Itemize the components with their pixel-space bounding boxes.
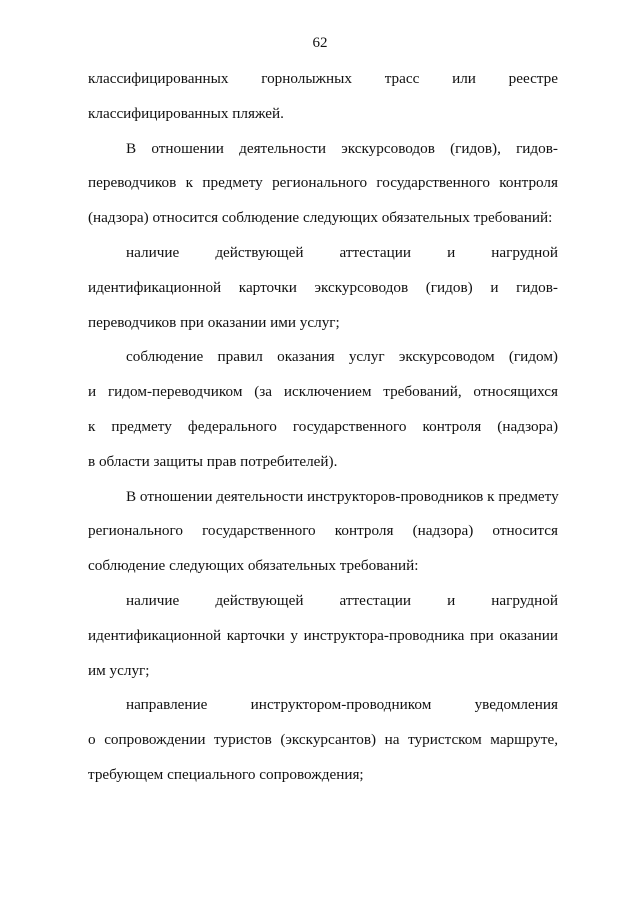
paragraph-instructors xyxy=(88,480,558,584)
text-line: классифицированных горнолыжных трасс или реестре xyxy=(88,70,558,87)
text-line: и гидом-переводчиком (за исключением требований, относящихся xyxy=(88,383,558,401)
text-line: наличие действующей аттестации и нагрудной xyxy=(126,243,558,261)
paragraph-guide-rules xyxy=(88,340,558,479)
text-line: им услуг; xyxy=(88,661,150,679)
paragraph-guide-certification xyxy=(88,236,558,340)
paragraph-excursion-guides xyxy=(88,132,558,236)
text-line: соблюдение следующих обязательных требований: xyxy=(88,557,419,575)
text-line: регионального государственного контроля (надзора) относится xyxy=(88,522,558,540)
paragraph-1-continuation xyxy=(88,62,558,132)
text-line: в области защиты прав потребителей). xyxy=(88,452,338,470)
text-line: В отношении деятельности инструкторов-проводников к предмету xyxy=(126,487,559,505)
paragraph-instructor-certification xyxy=(88,584,558,688)
text-line: идентификационной карточки экскурсоводов (гидов) и гидов- xyxy=(88,278,558,296)
text-line: требующем специального сопровождения; xyxy=(88,765,364,783)
text-line: переводчиков к предмету регионального государственного контроля xyxy=(88,174,558,192)
text-line: В отношении деятельности экскурсоводов (гидов), гидов- xyxy=(126,139,558,157)
text-line: (надзора) относится соблюдение следующих обязательных требований: xyxy=(88,209,553,227)
text-line: соблюдение правил оказания услуг экскурсоводом (гидом) xyxy=(126,348,558,366)
text-line: наличие действующей аттестации и нагрудной xyxy=(126,591,558,609)
paragraph-instructor-notification xyxy=(88,688,558,792)
page-number: 62 xyxy=(312,35,328,51)
text-line: переводчиков при оказании ими услуг; xyxy=(88,313,340,331)
text-line: направление инструктором-проводником уведомления xyxy=(126,696,558,714)
text-line: классифицированных пляжей. xyxy=(88,104,284,122)
text-line: идентификационной карточки у инструктора-проводника при оказании xyxy=(88,626,558,644)
document-body xyxy=(88,62,558,793)
text-line: о сопровождении туристов (экскурсантов) на туристском маршруте, xyxy=(88,731,558,749)
text-line: к предмету федерального государственного контроля (надзора) xyxy=(88,417,558,435)
